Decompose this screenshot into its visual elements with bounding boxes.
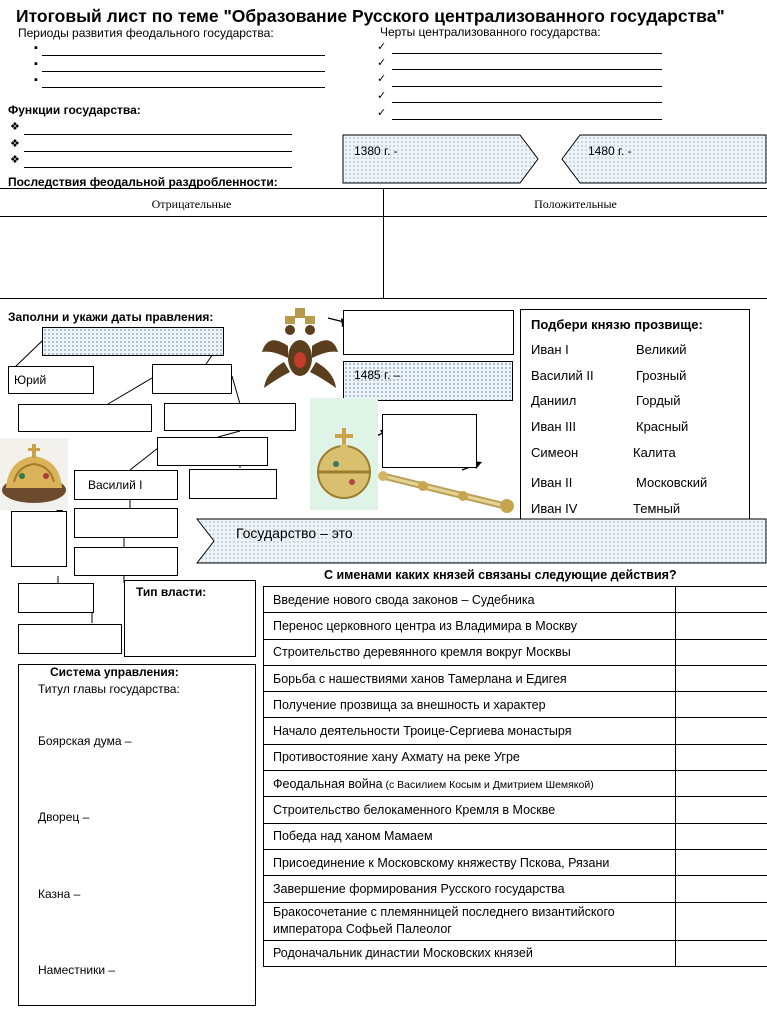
action-text: Перенос церковного центра из Владимира в Москву [273, 618, 578, 633]
power-type-label: Тип власти: [136, 585, 207, 599]
action-text: Получение прозвища за внешность и характер [273, 697, 546, 712]
tree-box-yuri[interactable] [8, 366, 94, 394]
consequences-label: Последствия феодальной раздробленности: [8, 175, 278, 189]
answer-cell[interactable] [676, 797, 767, 823]
tree-box[interactable] [18, 583, 94, 613]
action-description [264, 718, 676, 744]
check-icon: ✓ [377, 90, 387, 102]
action-text: Борьба с нашествиями ханов Тамерлана и Едигея [273, 671, 567, 686]
date-1380: 1380 г. - [354, 144, 398, 158]
action-text: Феодальная война [273, 776, 383, 791]
nicknames-box [520, 309, 750, 524]
negative-header: Отрицательные [151, 197, 232, 211]
negative-cell[interactable] [0, 217, 383, 298]
nickname[interactable]: Грозный [636, 368, 687, 383]
answer-cell[interactable] [676, 613, 767, 639]
dynasty-founder-box[interactable] [42, 327, 224, 356]
table-row [264, 587, 767, 613]
periods-label: Периоды развития феодального государства: [18, 26, 274, 40]
diamond-bullet-icon: ❖ [10, 138, 20, 150]
tree-box[interactable] [11, 511, 67, 567]
governance-item[interactable]: Титул главы государства: [38, 682, 180, 696]
prince-name[interactable]: Василий II [531, 368, 594, 383]
table-row [264, 902, 767, 940]
tree-box[interactable] [18, 624, 122, 654]
square-bullet-icon: ▪ [34, 74, 38, 86]
check-icon: ✓ [377, 57, 387, 69]
table-row [264, 771, 767, 797]
period-blank[interactable] [42, 71, 325, 72]
action-description [264, 744, 676, 770]
page-title: Итоговый лист по теме "Образование Русского централизованного государства" [16, 6, 725, 26]
date-arrows [340, 132, 767, 188]
features-label: Черты централизованного государства: [380, 25, 601, 39]
nickname[interactable]: Калита [633, 445, 676, 460]
action-description [264, 849, 676, 875]
orb-icon [310, 398, 378, 510]
check-icon: ✓ [377, 73, 387, 85]
answer-cell[interactable] [676, 940, 767, 966]
answer-cell[interactable] [676, 639, 767, 665]
nickname[interactable]: Темный [633, 501, 681, 516]
answer-cell[interactable] [676, 771, 767, 797]
action-description [264, 823, 676, 849]
state-banner-text: Государство – это [236, 525, 353, 541]
table-row [264, 849, 767, 875]
actions-heading: С именами каких князей связаны следующие действия? [324, 568, 677, 582]
prince-name[interactable]: Иван III [531, 419, 576, 434]
governance-heading: Система управления: [50, 665, 179, 679]
yuri-label: Юрий [14, 373, 47, 387]
table-row [264, 639, 767, 665]
diamond-bullet-icon: ❖ [10, 154, 20, 166]
feature-blank[interactable] [392, 102, 662, 103]
action-description [264, 587, 676, 613]
square-bullet-icon: ▪ [34, 42, 38, 54]
governance-item[interactable]: Боярская дума – [38, 734, 132, 748]
governance-item[interactable]: Дворец – [38, 810, 90, 824]
double-headed-eagle-icon [258, 302, 342, 398]
table-row [264, 665, 767, 691]
table-row [264, 692, 767, 718]
period-blank[interactable] [42, 55, 325, 56]
nickname[interactable]: Гордый [636, 393, 681, 408]
tree-box[interactable] [343, 310, 514, 355]
action-text: Строительство деревянного кремля вокруг Москвы [273, 645, 571, 660]
action-note: (с Василием Косым и Дмитрием Шемякой) [382, 778, 594, 791]
tree-box-vasily1[interactable] [74, 470, 178, 500]
governance-item[interactable]: Наместники – [38, 963, 116, 977]
monomakh-cap-icon [0, 438, 68, 510]
answer-cell[interactable] [676, 692, 767, 718]
check-icon: ✓ [377, 41, 387, 53]
power-type-box[interactable] [124, 580, 256, 657]
function-blank[interactable] [24, 151, 292, 152]
nickname[interactable]: Красный [636, 419, 689, 434]
prince-name[interactable]: Иван I [531, 342, 569, 357]
consequences-bottom-border [0, 298, 767, 299]
answer-cell[interactable] [676, 587, 767, 613]
table-row [264, 823, 767, 849]
nickname[interactable]: Московский [636, 475, 708, 490]
governance-item[interactable]: Казна – [38, 887, 81, 901]
date-1480: 1480 г. - [588, 144, 632, 158]
action-description [264, 876, 676, 902]
action-text: Присоединение к Московскому княжеству Пскова, Рязани [273, 855, 610, 870]
tree-box[interactable] [382, 414, 477, 468]
action-text: Строительство белокаменного Кремля в Москве [273, 803, 556, 818]
table-row [264, 613, 767, 639]
state-banner[interactable] [196, 516, 767, 566]
period-blank[interactable] [42, 87, 325, 88]
action-text: Родоначальник династии Московских князей [273, 946, 533, 961]
tree-box[interactable] [74, 508, 178, 538]
governance-box [18, 664, 256, 1006]
feature-blank[interactable] [392, 86, 662, 87]
answer-cell[interactable] [676, 744, 767, 770]
positive-cell[interactable] [384, 217, 767, 298]
tree-box-1485[interactable] [343, 361, 513, 401]
prince-name[interactable]: Иван IV [531, 501, 578, 516]
tree-box[interactable] [18, 404, 152, 432]
action-text: Победа над ханом Мамаем [273, 829, 433, 844]
feature-blank[interactable] [392, 119, 662, 120]
action-text: Завершение формирования Русского государства [273, 881, 565, 896]
table-row [264, 876, 767, 902]
answer-cell[interactable] [676, 876, 767, 902]
reign-label: Заполни и укажи даты правления: [8, 310, 214, 324]
action-description [264, 902, 676, 940]
tree-box[interactable] [189, 469, 277, 499]
action-text: Введение нового свода законов – Судебника [273, 592, 535, 607]
nicknames-heading: Подбери князю прозвище: [531, 317, 703, 332]
action-description [264, 692, 676, 718]
action-text: Начало деятельности Троице-Сергиева монастыря [273, 724, 572, 739]
scepter-icon [377, 466, 519, 518]
action-description [264, 771, 676, 797]
answer-cell[interactable] [676, 849, 767, 875]
action-description [264, 613, 676, 639]
action-description [264, 639, 676, 665]
prince-name[interactable]: Симеон [531, 445, 579, 460]
square-bullet-icon: ▪ [34, 58, 38, 70]
table-row [264, 718, 767, 744]
date-arrow-right-shape[interactable] [343, 135, 538, 183]
diamond-bullet-icon: ❖ [10, 121, 20, 133]
answer-cell[interactable] [676, 902, 767, 940]
tree-box[interactable] [152, 364, 232, 394]
action-text: Противостояние хану Ахмату на реке Угре [273, 750, 520, 765]
nickname[interactable]: Великий [636, 342, 687, 357]
answer-cell[interactable] [676, 665, 767, 691]
feature-blank[interactable] [392, 53, 662, 54]
table-row [264, 797, 767, 823]
action-description [264, 665, 676, 691]
tree-box[interactable] [164, 403, 296, 431]
answer-cell[interactable] [676, 823, 767, 849]
table-row [264, 940, 767, 966]
action-description [264, 940, 676, 966]
vasily1-label: Василий I [88, 478, 143, 492]
prince-name[interactable]: Иван II [531, 475, 573, 490]
answer-cell[interactable] [676, 718, 767, 744]
prince-name[interactable]: Даниил [531, 393, 577, 408]
function-blank[interactable] [24, 134, 292, 135]
positive-header: Положительные [534, 197, 617, 211]
tree-box[interactable] [157, 437, 268, 466]
year-1485-label: 1485 г. – [354, 368, 401, 382]
action-description [264, 797, 676, 823]
feature-blank[interactable] [392, 69, 662, 70]
actions-table [263, 586, 767, 967]
table-row [264, 744, 767, 770]
tree-box[interactable] [74, 547, 178, 576]
action-text: Бракосочетание с племянницей последнего византийского императора Софьей Палеолог [273, 904, 615, 936]
date-arrow-left-shape[interactable] [562, 135, 766, 183]
check-icon: ✓ [377, 107, 387, 119]
function-blank[interactable] [24, 167, 292, 168]
functions-label: Функции государства: [8, 103, 141, 117]
